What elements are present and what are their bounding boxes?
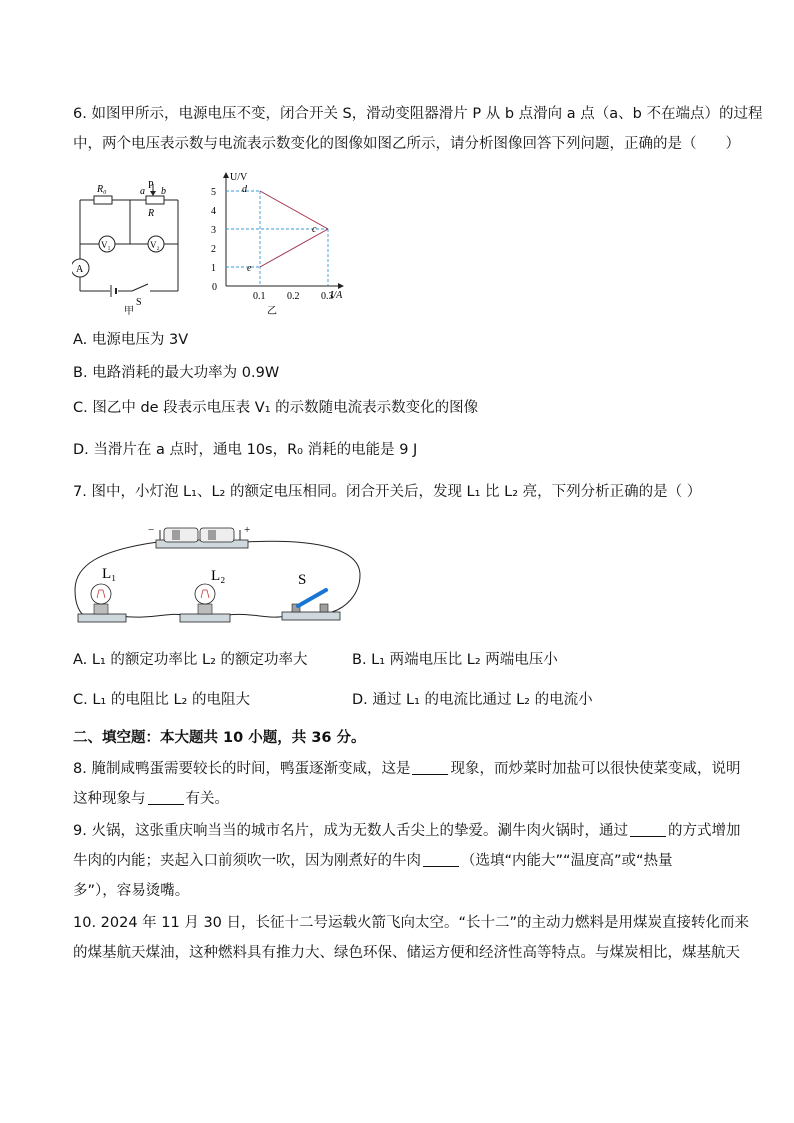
- q9-line3: 多”），容易烫嘴。: [73, 883, 190, 899]
- y-tick-label: 0: [212, 282, 217, 293]
- q7-option-a: A. L₁ 的额定功率比 L₂ 的额定功率大: [73, 652, 308, 668]
- v1-label: V₁: [101, 240, 111, 250]
- q7-option-c: C. L₁ 的电阻比 L₂ 的电阻大: [73, 692, 250, 708]
- q9-line2-part1: 牛肉的内能；夹起入口前须吹一吹，因为刚煮好的牛肉: [73, 853, 421, 869]
- bulb-l2-label: L₂: [211, 568, 226, 584]
- x-tick-label: 0.2: [287, 291, 300, 302]
- graph-ylabel: U/V: [230, 172, 248, 183]
- q9-line1: [73, 821, 741, 841]
- y-tick-label: 5: [211, 187, 216, 198]
- p-label: P: [148, 180, 154, 191]
- q7-circuit-figure: [70, 520, 370, 632]
- graph-xlabel: I/A: [330, 290, 343, 301]
- r-label: R: [148, 208, 155, 219]
- x-tick-label: 0.1: [253, 291, 266, 302]
- q6-stem-line2: 中，两个电压表示数与电流表示数变化的图像如图乙所示，请分析图像回答下列问题，正确的是（ ）: [73, 136, 740, 152]
- q9-line1-part2: 的方式增加: [667, 823, 741, 839]
- b-label: b: [161, 186, 166, 197]
- y-tick-label: 1: [211, 263, 216, 274]
- q9-blank-2[interactable]: [423, 852, 459, 867]
- q8-line1: [73, 759, 741, 779]
- q8-blank-1[interactable]: [412, 760, 448, 775]
- q8-line2: [73, 789, 723, 809]
- q6-option-c: C. 图乙中 de 段表示电压表 V₁ 的示数随电流表示数变化的图像: [73, 400, 479, 416]
- q6-option-b: B. 电路消耗的最大功率为 0.9W: [73, 365, 280, 381]
- bulb-l1-label: L₁: [102, 566, 117, 582]
- q6-circuit-diagram: [72, 176, 202, 316]
- q9-blank-1[interactable]: [630, 822, 666, 837]
- q6-graph: [202, 168, 352, 318]
- battery-plus-label: +: [244, 524, 251, 536]
- q7-stem: 7. 图中，小灯泡 L₁、L₂ 的额定电压相同。闭合开关后，发现 L₁ 比 L₂ 亮，下列分析正确的是（ ）: [73, 484, 702, 500]
- fig-jia-label: 甲: [124, 306, 134, 316]
- point-c-label: c: [312, 224, 317, 235]
- series-dc-line: [260, 191, 328, 229]
- switch-label: S: [136, 297, 142, 308]
- a-label: a: [140, 186, 145, 197]
- fig-yi-label: 乙: [267, 306, 277, 317]
- y-tick-label: 2: [211, 244, 216, 255]
- q8-line2-part1: 这种现象与: [73, 791, 146, 807]
- r0-label: R₀: [97, 184, 107, 195]
- q9-line2-part2: （选填“内能大”“温度高”或“热量: [461, 853, 673, 869]
- series-ec-line: [260, 229, 328, 267]
- q9-line1-part1: 9. 火锅，这张重庆响当当的城市名片，成为无数人舌尖上的挚爱。涮牛肉火锅时，通过: [73, 823, 628, 839]
- q8-line1-part1: 8. 腌制咸鸭蛋需要较长的时间，鸭蛋逐渐变咸，这是: [73, 761, 411, 777]
- q8-line2-part2: 有关。: [185, 791, 229, 807]
- y-tick-label: 3: [211, 225, 216, 236]
- q9-line2: [73, 851, 723, 871]
- point-d-label: d: [242, 184, 247, 195]
- point-e-label: e: [247, 263, 252, 274]
- x-tick-label: 0.3: [321, 291, 334, 302]
- q7-option-b: B. L₁ 两端电压比 L₂ 两端电压小: [352, 652, 558, 668]
- section-2-heading: 二、填空题：本大题共 10 小题，共 36 分。: [73, 730, 366, 746]
- q10-line1: 10. 2024 年 11 月 30 日，长征十二号运载火箭飞向太空。“长十二”的主动力燃料是用煤炭直接转化而来: [73, 915, 750, 931]
- q7-option-d: D. 通过 L₁ 的电流比通过 L₂ 的电流小: [352, 692, 593, 708]
- q6-option-d: D. 当滑片在 a 点时，通电 10s，R₀ 消耗的电能是 9 J: [73, 442, 418, 458]
- q6-option-a: A. 电源电压为 3V: [73, 332, 189, 348]
- ammeter-label: A: [76, 264, 84, 275]
- y-tick-label: 4: [211, 206, 216, 217]
- v2-label: V₂: [150, 240, 160, 250]
- q6-stem-line1: 6. 如图甲所示，电源电压不变，闭合开关 S，滑动变阻器滑片 P 从 b 点滑向 a 点（a、b 不在端点）的过程: [73, 106, 763, 122]
- q10-line2: 的煤基航天煤油，这种燃料具有推力大、绿色环保、储运方便和经济性高等特点。与煤炭相比，煤基航天: [73, 945, 740, 961]
- q8-line1-part2: 现象，而炒菜时加盐可以很快使菜变咸，说明: [450, 761, 741, 777]
- battery-minus-label: −: [148, 524, 155, 536]
- switch-s-label: S: [298, 572, 307, 588]
- q8-blank-2[interactable]: [148, 790, 184, 805]
